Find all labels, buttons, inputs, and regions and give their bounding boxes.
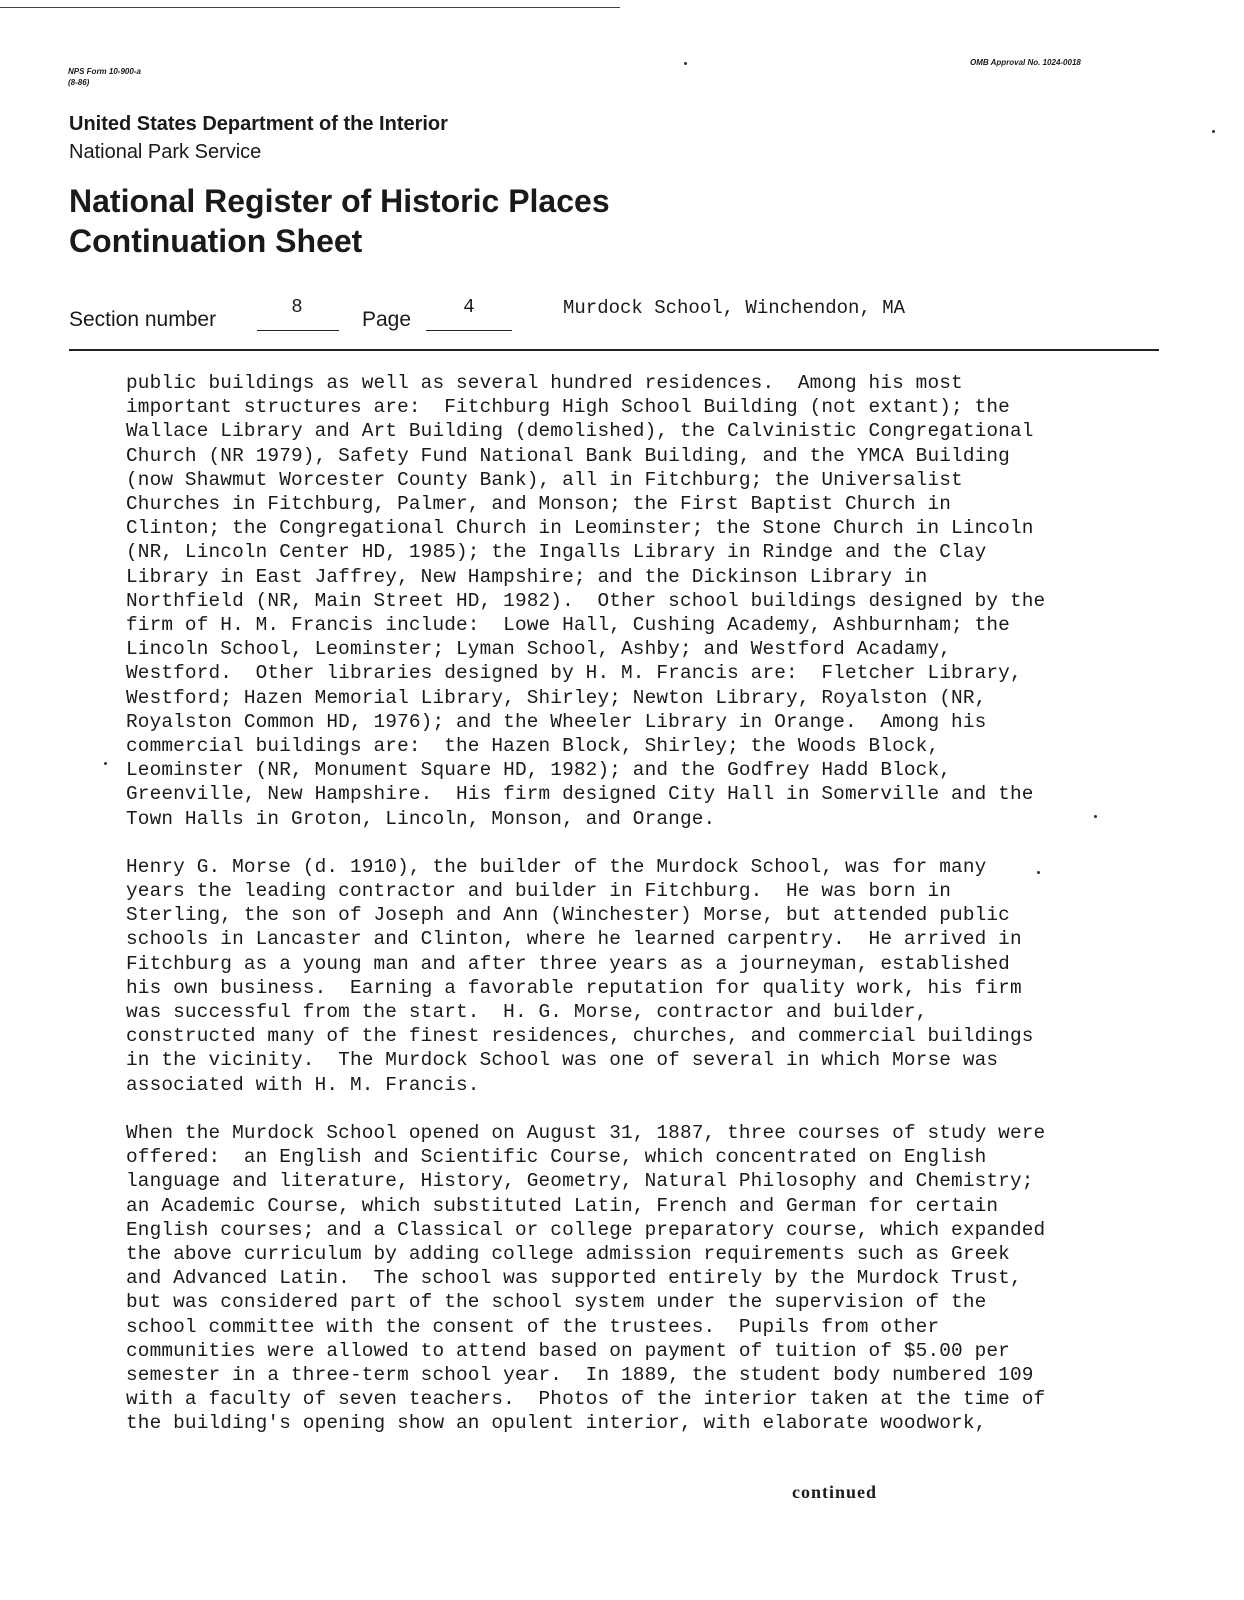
paragraph-school-opening: When the Murdock School opened on August 31, 1887, three courses of study were offered: an English and Scientific Course, which concentrated on English language and literature, History, Geometry, Natural Philosophy and Chemistry; an Academic Course, which substituted Latin, French and German for certain English courses; and a Classical or college preparatory course, which expanded the above curriculum by adding college admission requirements such as Greek and Advanced Latin. The school was supported entirely by the Murdock Trust, but was considered part of the school system under the supervision of the school committee with the consent of the trustees. Pupils from other communities were allowed to attend based on payment of tuition of $5.00 per semester in a three-term school year. In 1889, the student body numbered 109 with a faculty of seven teachers. Photos of the interior taken at the time of the building's opening show an opulent interior, with elaborate woodwork, bbox=[126, 1121, 1046, 1435]
form-identifier bbox=[68, 66, 141, 88]
page-number-blank bbox=[426, 296, 512, 331]
body-text bbox=[126, 371, 1076, 1460]
page-label: Page bbox=[362, 308, 412, 331]
service-name: National Park Service bbox=[69, 141, 262, 163]
agency-name: United States Department of the Interior bbox=[69, 113, 448, 135]
property-name: Murdock School, Winchendon, MA bbox=[563, 297, 906, 319]
page-subtitle: Continuation Sheet bbox=[69, 223, 363, 259]
scan-speck bbox=[1094, 815, 1097, 818]
scan-speck bbox=[1037, 871, 1040, 874]
section-number-value: 8 bbox=[291, 296, 303, 318]
page-title: National Register of Historic Places bbox=[69, 183, 610, 219]
paragraph-morse-builder: Henry G. Morse (d. 1910), the builder of the Murdock School, was for many years the leading contractor and builder in Fitchburg. He was born in Sterling, the son of Joseph and Ann (Winchester) Morse, but attended public schools in Lancaster and Clinton, where he learned carpentry. He arrived in Fitchburg as a young man and after three years as a journeyman, established his own business. Earning a favorable reputation for quality work, his firm was successful from the start. H. G. Morse, contractor and builder, constructed many of the finest residences, churches, and commercial buildings in the vicinity. The Murdock School was one of several in which Morse was associated with H. M. Francis. bbox=[126, 855, 1034, 1096]
top-edge-rule bbox=[0, 7, 620, 8]
continued-note: continued bbox=[792, 1482, 878, 1502]
scan-speck bbox=[104, 762, 107, 765]
omb-approval: OMB Approval No. 1024-0018 bbox=[970, 58, 1081, 67]
section-number-label: Section number bbox=[69, 308, 217, 331]
header-divider bbox=[69, 349, 1159, 351]
scan-speck bbox=[684, 62, 687, 65]
section-info-row bbox=[69, 296, 1159, 340]
page-number-value: 4 bbox=[463, 296, 475, 318]
form-number: NPS Form 10-900-a bbox=[68, 67, 141, 76]
scan-speck bbox=[1212, 130, 1215, 133]
form-revision: (8-86) bbox=[68, 78, 90, 87]
section-number-blank bbox=[257, 296, 339, 331]
paragraph-francis-works: public buildings as well as several hundred residences. Among his most important structures are: Fitchburg High School Building (not extant); the Wallace Library and Art Building (demolished), the Calvinistic Congregational Church (NR 1979), Safety Fund National Bank Building, and the YMCA Building (now Shawmut Worcester County Bank), all in Fitchburg; the Universalist Churches in Fitchburg, Palmer, and Monson; the First Baptist Church in Clinton; the Congregational Church in Leominster; the Stone Church in Lincoln (NR, Lincoln Center HD, 1985); the Ingalls Library in Rindge and the Clay Library in East Jaffrey, New Hampshire; and the Dickinson Library in Northfield (NR, Main Street HD, 1982). Other school buildings designed by the firm of H. M. Francis include: Lowe Hall, Cushing Academy, Ashburnham; the Lincoln School, Leominster; Lyman School, Ashby; and Westford Acadamy, Westford. Other libraries designed by H. M. Francis are: Fletcher Library, Westford; Hazen Memorial Library, Shirley; Newton Library, Royalston (NR, Royalston Common HD, 1976); and the Wheeler Library in Orange. Among his commercial buildings are: the Hazen Block, Shirley; the Woods Block, Leominster (NR, Monument Square HD, 1982); and the Godfrey Hadd Block, Greenville, New Hampshire. His firm designed City Hall in Somerville and the Town Halls in Groton, Lincoln, Monson, and Orange. bbox=[126, 372, 1046, 830]
